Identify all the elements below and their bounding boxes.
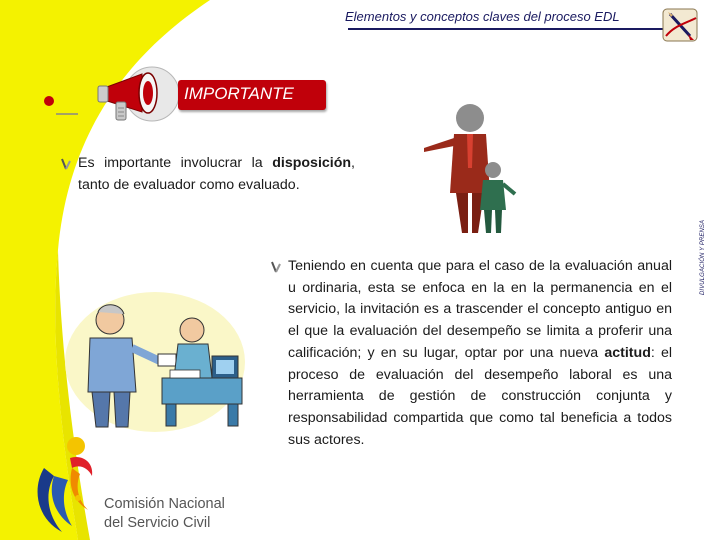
- office-cartoon-illustration: [62, 282, 248, 434]
- cnsc-logo-figure: [32, 428, 104, 538]
- paragraph-evaluation-bold: actitud: [604, 344, 651, 361]
- header-title: Elementos y conceptos claves del proceso EDL: [345, 9, 620, 24]
- paragraph-importance-bold: disposición: [272, 155, 352, 171]
- bullet-icon: [270, 260, 282, 274]
- megaphone-icon: [96, 66, 180, 128]
- side-label: DIVULGACIÓN Y PRENSA: [700, 219, 706, 295]
- paragraph-importance-pre: Es importante involucrar la: [78, 155, 273, 171]
- paragraph-evaluation: [288, 256, 672, 451]
- importante-banner: [178, 80, 326, 110]
- logo-line2: del Servicio Civil: [104, 515, 211, 531]
- paragraph-evaluation-pre: Teniendo en cuenta que para el caso de la evaluación anual u ordinaria, esta se enfoca en la en la permanencia en el servicio, la invitación es a trascender el concepto antiguo en el que la evaluación del desempeño se limita a proferir una calificación; y en su lugar, optar por una nueva: [288, 258, 672, 361]
- paragraph-importance-post: , tanto de evaluador como evaluado.: [78, 155, 355, 193]
- header-underline: [348, 28, 670, 30]
- paragraph-evaluation-post: : el proceso de evaluación del desempeño laboral es una herramienta de gestión de construcción conjunta y responsabilidad compartida que como tal beneficia a todos sus actores.: [288, 344, 673, 448]
- logo-line1: Comisión Nacional: [104, 496, 225, 512]
- cnsc-logo-text: [104, 495, 225, 533]
- paragraph-importance: [78, 153, 355, 196]
- pencil-badge-icon: [660, 6, 702, 46]
- banner-label: IMPORTANTE: [184, 84, 294, 103]
- bullet-icon: [60, 157, 72, 171]
- decorative-dot: [42, 92, 82, 122]
- businessmen-illustration: [420, 98, 520, 238]
